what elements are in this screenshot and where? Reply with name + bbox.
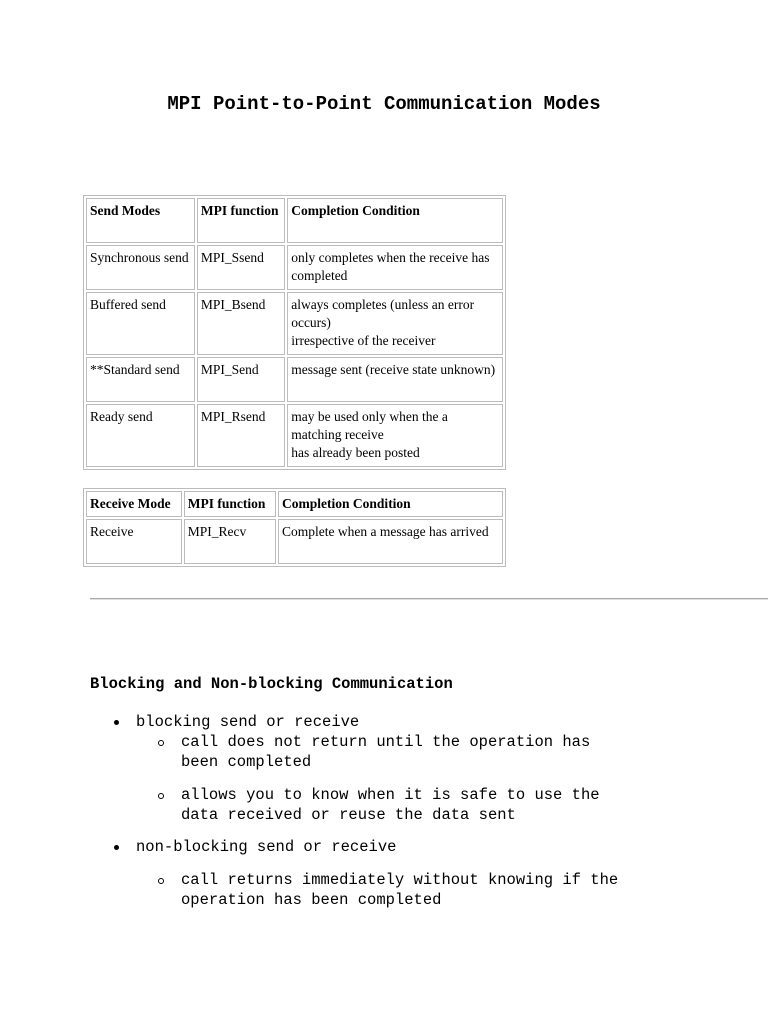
send-mode-cell: Ready send [86, 404, 195, 467]
table-header-row [86, 198, 503, 243]
sub-list-line: operation has been completed [181, 891, 442, 909]
condition-line: irrespective of the receiver [291, 333, 436, 348]
sub-list-line: been completed [181, 753, 312, 771]
condition-line: Complete when a message has arrived [282, 524, 489, 539]
list-item: non-blocking send or receive [136, 838, 397, 856]
header-cell: MPI function [184, 491, 276, 517]
header-cell: MPI function [197, 198, 285, 243]
bullet-disc-icon [114, 845, 119, 850]
sub-list-item [181, 870, 618, 910]
condition-line: may be used only when the a matching receive [291, 409, 448, 442]
sub-list-line: call returns immediately without knowing if the [181, 871, 619, 889]
send-mode-cell: **Standard send [86, 357, 195, 402]
receive-mode-cell: Receive [86, 519, 182, 564]
header-cell: Send Modes [86, 198, 195, 243]
table-row [86, 404, 503, 467]
bullet-circle-icon [158, 878, 164, 884]
mpi-function-cell: MPI_Bsend [197, 292, 285, 355]
header-cell: Completion Condition [287, 198, 503, 243]
table-row [86, 357, 503, 402]
header-cell: Completion Condition [278, 491, 503, 517]
receive-mode-table [83, 488, 506, 567]
sub-list-line: allows you to know when it is safe to use the [181, 786, 600, 804]
mpi-function-cell: MPI_Send [197, 357, 285, 402]
completion-condition-cell [287, 245, 503, 290]
section-heading: Blocking and Non-blocking Communication [90, 675, 453, 693]
horizontal-divider [90, 598, 768, 600]
send-modes-table [83, 195, 506, 470]
sub-list-item [181, 785, 600, 825]
sub-list-line: call does not return until the operation has [181, 733, 591, 751]
table-row [86, 292, 503, 355]
list-item: blocking send or receive [136, 713, 360, 731]
completion-condition-cell [278, 519, 503, 564]
send-mode-cell: Buffered send [86, 292, 195, 355]
sub-list-line: data received or reuse the data sent [181, 806, 516, 824]
send-mode-cell: Synchronous send [86, 245, 195, 290]
completion-condition-cell [287, 357, 503, 402]
bullet-circle-icon [158, 793, 164, 799]
condition-line: message sent (receive state unknown) [291, 362, 496, 377]
condition-line: only completes when the receive has completed [291, 250, 490, 283]
condition-line: has already been posted [291, 445, 420, 460]
header-cell: Receive Mode [86, 491, 182, 517]
table-row [86, 245, 503, 290]
completion-condition-cell [287, 292, 503, 355]
table-header-row [86, 491, 503, 517]
mpi-function-cell: MPI_Recv [184, 519, 276, 564]
mpi-function-cell: MPI_Rsend [197, 404, 285, 467]
bullet-circle-icon [158, 740, 164, 746]
mpi-function-cell: MPI_Ssend [197, 245, 285, 290]
table-row [86, 519, 503, 564]
condition-line: always completes (unless an error occurs) [291, 297, 475, 330]
completion-condition-cell [287, 404, 503, 467]
bullet-disc-icon [114, 720, 119, 725]
page-title: MPI Point-to-Point Communication Modes [167, 93, 601, 115]
sub-list-item [181, 732, 590, 772]
